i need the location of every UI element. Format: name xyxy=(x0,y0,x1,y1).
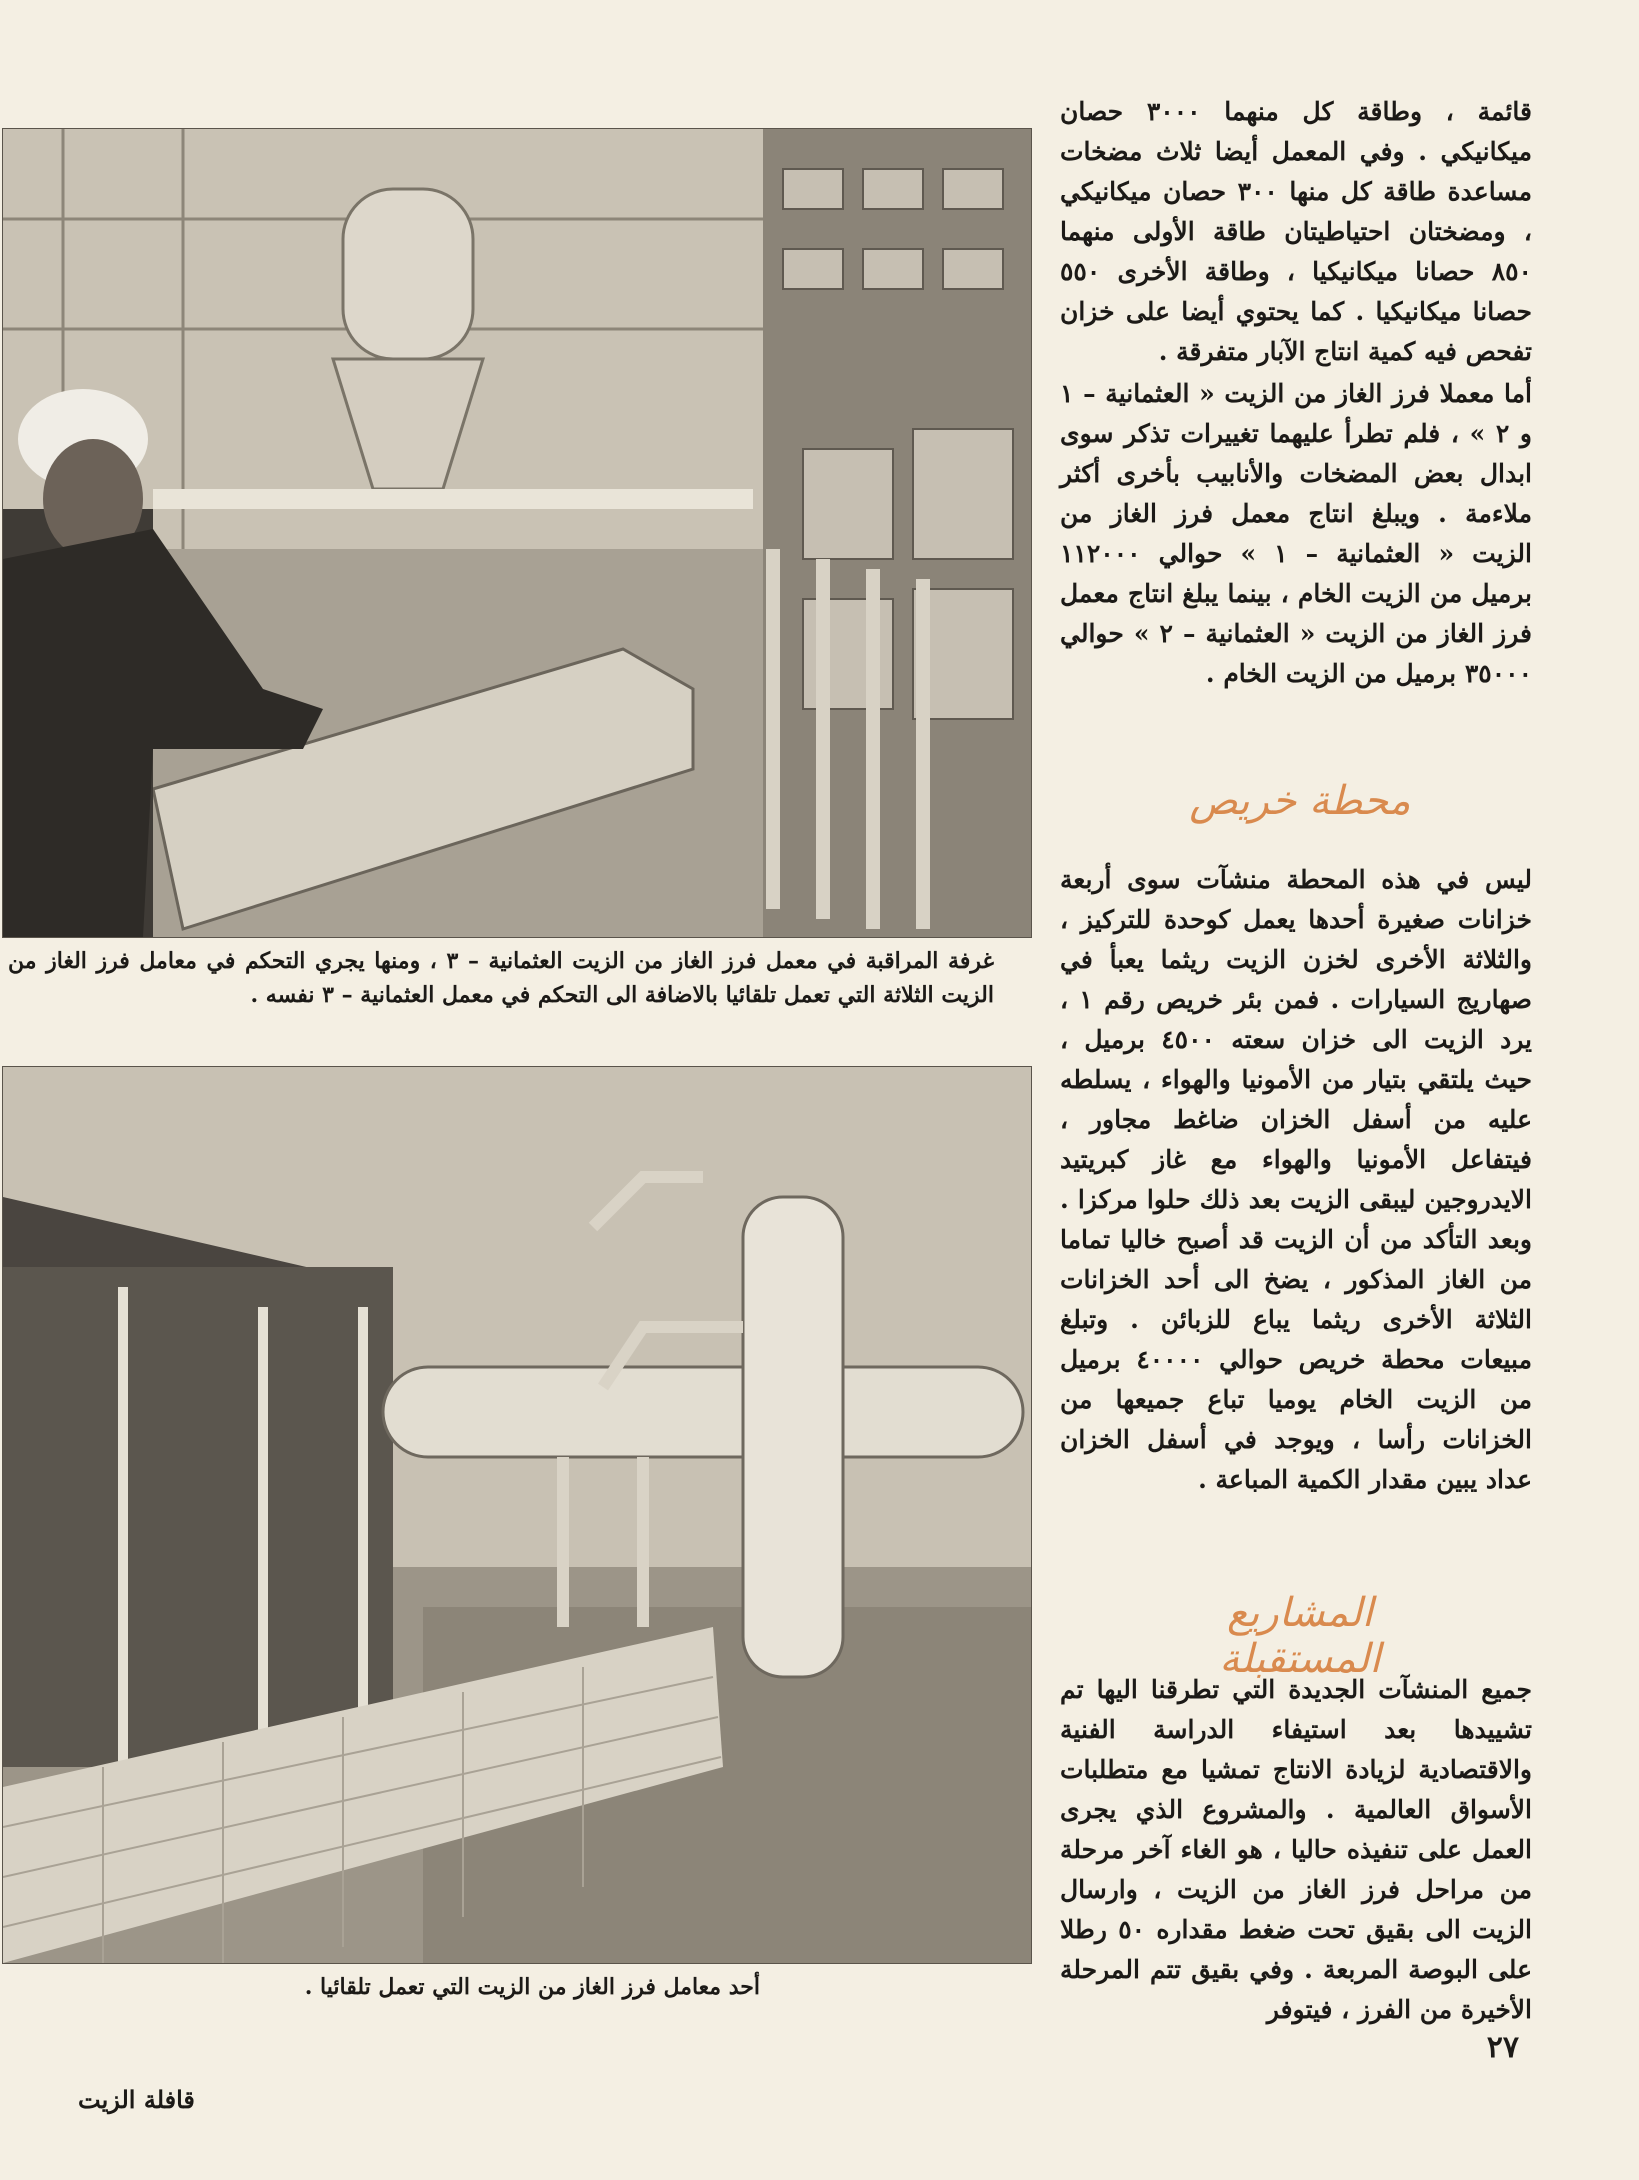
control-room-photo xyxy=(2,128,1032,938)
article-column-middle xyxy=(1060,860,1532,1502)
paragraph: قائمة ، وطاقة كل منهما ٣٠٠٠ حصان ميكانيكي . وفي المعمل أيضا ثلاث مضخات مساعدة طاقة كل منها ٣٠٠ حصان ميكانيكي ، ومضختان احتياطيتان طاقة الأولى منهما ٨٥٠ حصانا ميكانيكيا ، وطاقة الأخرى ٥٥٠ حصانا ميكانيكيا . كما يحتوي أيضا على خزان تفحص فيه كمية انتاج الآبار متفرقة . xyxy=(1060,97,1533,366)
article-column-bottom xyxy=(1060,1670,1532,2032)
paragraph: جميع المنشآت الجديدة التي تطرقنا اليها تم تشييدها بعد استيفاء الدراسة الفنية والاقتصادية لزيادة الانتاج تمشيا مع متطلبات الأسواق العالمية . والمشروع الذي يجرى العمل على تنفيذه حاليا ، هو الغاء آخر مرحلة من مراحل فرز الغاز من الزيت ، وارسال الزيت الى بقيق تحت ضغط مقداره ٥٠ رطلا على البوصة المربعة . وفي بقيق تتم المرحلة الأخيرة من الفرز ، فيتوفر xyxy=(1060,1675,1532,2024)
article-column-top xyxy=(1060,92,1532,696)
photo-caption: غرفة المراقبة في معمل فرز الغاز من الزيت العثمانية – ٣ ، ومنها يجري التحكم في معامل فرز الغاز من الزيت الثلاثة التي تعمل تلقائيا بالاضافة الى التحكم في معمل العثمانية – ٣ نفسه . xyxy=(8,948,994,1008)
section-heading: المشاريع المستقبلة xyxy=(1219,1590,1381,1682)
page-number: ٢٧ xyxy=(1486,2030,1519,2065)
section-heading: محطة خريص xyxy=(1189,778,1411,824)
gas-plant-photo xyxy=(2,1066,1032,1964)
gas-plant-illustration xyxy=(3,1067,1031,1963)
control-room-illustration xyxy=(3,129,1031,937)
magazine-footer: قافلة الزيت xyxy=(78,2085,195,2114)
paragraph: أما معملا فرز الغاز من الزيت « العثمانية – ١ و ٢ » ، فلم تطرأ عليهما تغييرات تذكر سوى ابدال بعض المضخات والأنابيب بأخرى أكثر ملاءمة . ويبلغ انتاج معمل فرز الغاز من الزيت « العثمانية – ١ » حوالي ١١٢٠٠٠ برميل من الزيت الخام ، بينما يبلغ انتاج معمل فرز الغاز من الزيت « العثمانية – ٢ » حوالي ٣٥٠٠٠ برميل من الزيت الخام . xyxy=(1060,379,1532,688)
photo-caption: أحد معامل فرز الغاز من الزيت التي تعمل تلقائيا . xyxy=(304,1974,760,2000)
paragraph: ليس في هذه المحطة منشآت سوى أربعة خزانات صغيرة أحدها يعمل كوحدة للتركيز ، والثلاثة الأخرى لخزن الزيت ريثما يعبأ في صهاريج السيارات . فمن بئر خريص رقم ١ ، يرد الزيت الى خزان سعته ٤٥٠٠ برميل ، حيث يلتقي بتيار من الأمونيا والهواء ، يسلطه عليه من أسفل الخزان ضاغط مجاور ، فيتفاعل الأمونيا والهواء مع غاز كبريتيد الايدروجين ليبقى الزيت بعد ذلك حلوا مركزا . وبعد التأكد من أن الزيت قد أصبح خاليا تماما من الغاز المذكور ، يضخ الى أحد الخزانات الثلاثة الأخرى ريثما يباع للزبائن . وتبلغ مبيعات محطة خريص حوالي ٤٠٠٠٠ برميل من الزيت الخام يوميا تباع جميعها من الخزانات رأسا ، ويوجد في أسفل الخزان عداد يبين مقدار الكمية المباعة . xyxy=(1060,865,1533,1494)
